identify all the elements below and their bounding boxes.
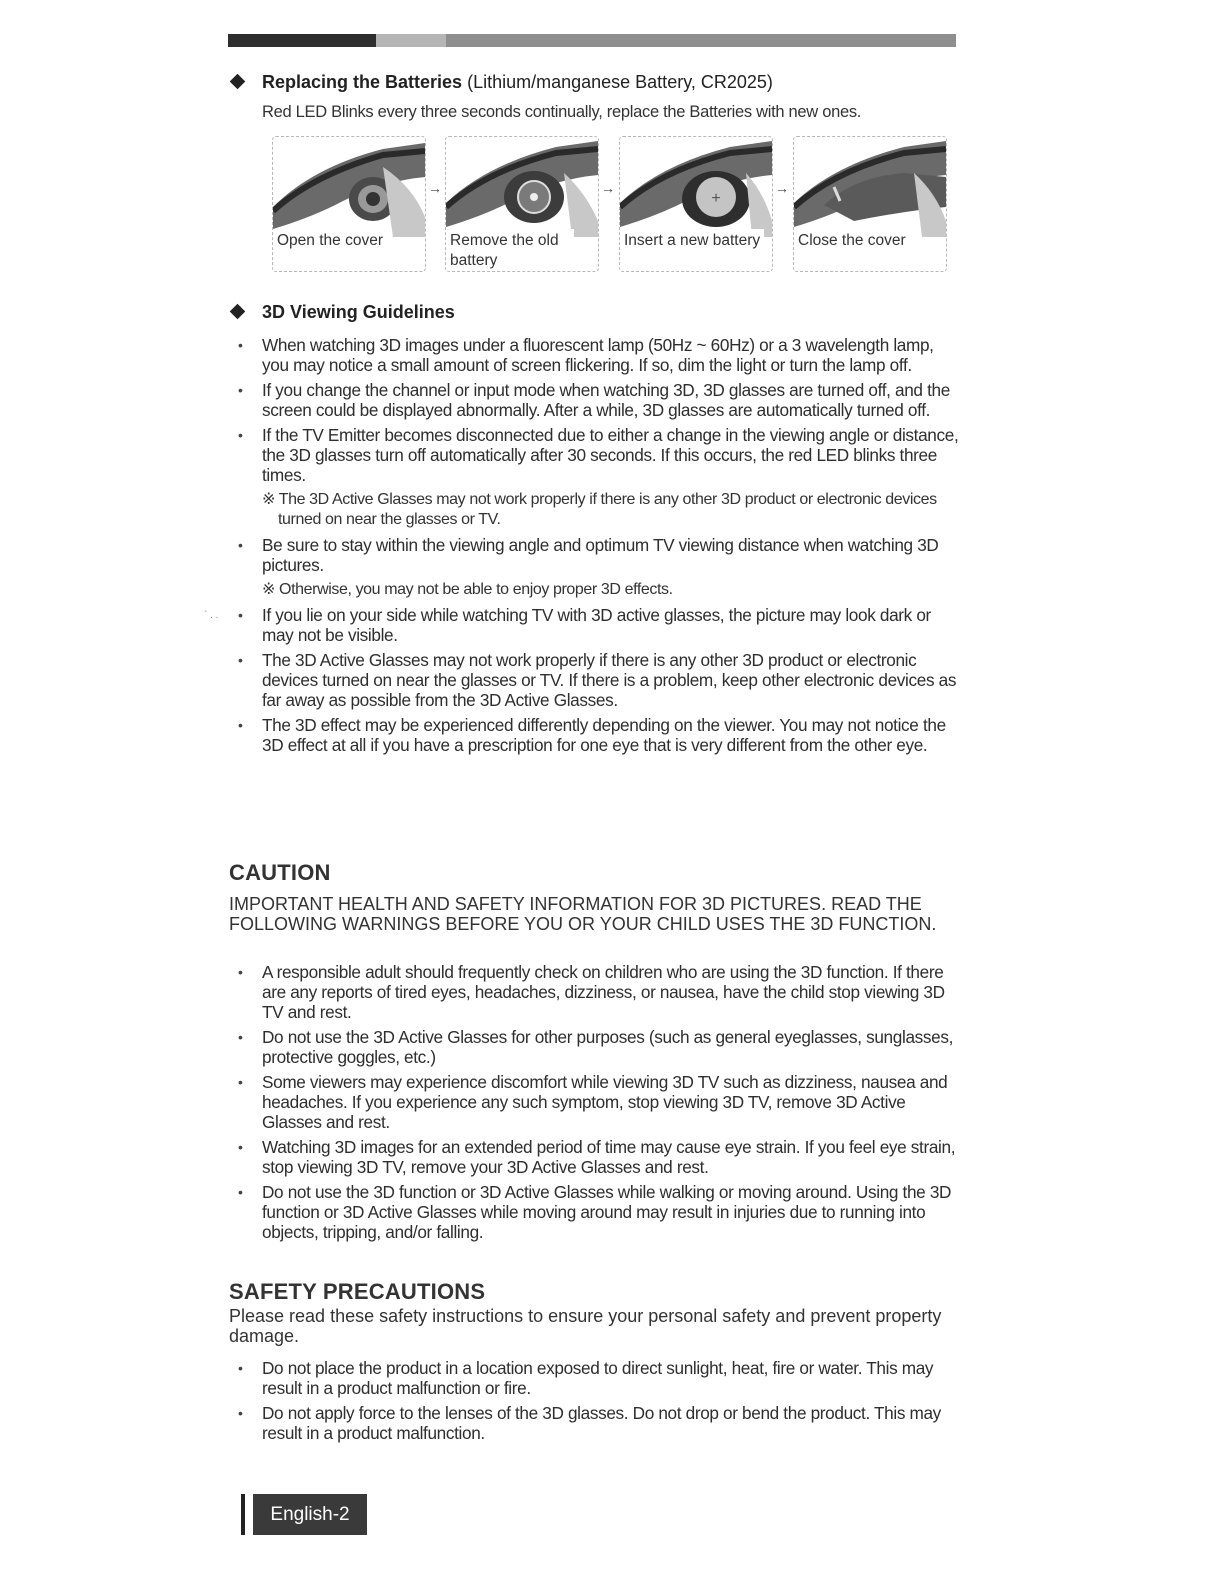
step-label: Remove the old battery: [448, 229, 574, 272]
list-item-text: A responsible adult should frequently check on children who are using the 3D function. If there are any reports of tired eyes, headaches, dizziness, or nausea, have the child stop viewing 3D TV and rest.: [262, 962, 945, 1022]
guidelines-note: [236, 490, 960, 530]
list-item: [236, 1027, 960, 1067]
bullet-icon: •: [238, 427, 243, 443]
batteries-title: Replacing the Batteries: [262, 72, 463, 92]
list-item-text: Do not place the product in a location exposed to direct sunlight, heat, fire or water. This may result in a product malfunction or fire.: [262, 1358, 934, 1398]
bullet-icon: •: [238, 1184, 243, 1200]
bullet-icon: •: [238, 1360, 243, 1376]
bullet-icon: •: [238, 652, 243, 668]
list-item: [236, 650, 960, 710]
list-item: [236, 1358, 960, 1398]
list-item: [236, 535, 960, 575]
batteries-title-suffix: (Lithium/manganese Battery, CR2025): [467, 72, 773, 92]
list-item: [236, 1182, 960, 1242]
diamond-bullet-icon: [230, 74, 246, 90]
arrow-icon: →: [428, 180, 442, 196]
guidelines-title: 3D Viewing Guidelines: [262, 302, 455, 322]
list-item: [236, 1072, 960, 1132]
caution-title: CAUTION: [229, 860, 331, 885]
step-insert-battery: [619, 136, 773, 272]
list-item: [236, 715, 960, 755]
list-item-text: Some viewers may experience discomfort while viewing 3D TV such as dizziness, nausea and headaches. If you experience any such symptom, stop viewing 3D TV, remove 3D Active Glasses and rest.: [262, 1072, 948, 1132]
list-item-text: If the TV Emitter becomes disconnected due to either a change in the viewing angle or distance, the 3D glasses turn off automatically after 30 seconds. If this occurs, the red LED blinks three times.: [262, 425, 959, 485]
bullet-icon: •: [238, 1405, 243, 1421]
step-close-cover: [793, 136, 947, 272]
bullet-icon: •: [238, 337, 243, 353]
list-item-text: The 3D effect may be experienced differently depending on the viewer. You may not notice the 3D effect at all if you have a prescription for one eye that is very different from the other eye.: [262, 715, 946, 755]
bullet-icon: •: [238, 964, 243, 980]
caution-list: [236, 962, 960, 1247]
step-label: Open the cover: [275, 229, 387, 253]
bullet-icon: •: [238, 1074, 243, 1090]
step-remove-battery: [445, 136, 599, 272]
note-text: ※ The 3D Active Glasses may not work properly if there is any other 3D product or electronic devices turned on near the glasses or TV.: [262, 491, 937, 528]
safety-title: SAFETY PRECAUTIONS: [229, 1279, 486, 1304]
list-item-text: The 3D Active Glasses may not work properly if there is any other 3D product or electronic devices turned on near the glasses or TV. If there is a problem, keep other electronic devices as far away as possible from the 3D Active Glasses.: [262, 650, 957, 710]
footer-rule: [241, 1494, 245, 1535]
list-item: [236, 425, 960, 485]
step-label: Insert a new battery: [622, 229, 764, 253]
list-item: [236, 335, 960, 375]
list-item: [236, 380, 960, 420]
diamond-bullet-icon: [230, 304, 246, 320]
header-rule: [228, 34, 956, 47]
header-rule-dark-segment: [228, 34, 376, 47]
safety-list: [236, 1358, 960, 1448]
list-item: [236, 1137, 960, 1177]
arrow-icon: →: [601, 180, 615, 196]
scan-artifact: ` . .: [204, 610, 219, 621]
list-item-text: If you lie on your side while watching TV with 3D active glasses, the picture may look dark or may not be visible.: [262, 605, 931, 645]
guidelines-note: [236, 580, 960, 600]
list-item-text: Do not use the 3D function or 3D Active Glasses while walking or moving around. Using the 3D function or 3D Active Glasses while moving around may result in injuries due to running into objects, tripping, and/or falling.: [262, 1182, 952, 1242]
bullet-icon: •: [238, 717, 243, 733]
list-item: [236, 1403, 960, 1443]
list-item-text: Watching 3D images for an extended period of time may cause eye strain. If you feel eye strain, stop viewing 3D TV, remove your 3D Active Glasses and rest.: [262, 1137, 956, 1177]
list-item-text: If you change the channel or input mode when watching 3D, 3D glasses are turned off, and the screen could be displayed abnormally. After a while, 3D glasses are automatically turned off.: [262, 380, 950, 420]
batteries-heading: [262, 72, 773, 93]
header-rule-light-segment: [376, 34, 446, 47]
arrow-icon: →: [775, 180, 789, 196]
batteries-note: Red LED Blinks every three seconds continually, replace the Batteries with new ones.: [262, 103, 862, 121]
list-item-text: Be sure to stay within the viewing angle and optimum TV viewing distance when watching 3D pictures.: [262, 535, 939, 575]
safety-intro: Please read these safety instructions to ensure your personal safety and prevent property damage.: [229, 1306, 942, 1346]
bullet-icon: •: [238, 382, 243, 398]
caution-intro: IMPORTANT HEALTH AND SAFETY INFORMATION FOR 3D PICTURES. READ THE FOLLOWING WARNINGS BEFORE YOU OR YOUR CHILD USES THE 3D FUNCTION.: [229, 894, 937, 934]
list-item: [236, 962, 960, 1022]
step-label: Close the cover: [796, 229, 910, 253]
bullet-icon: •: [238, 1029, 243, 1045]
bullet-icon: •: [238, 607, 243, 623]
list-item-text: Do not apply force to the lenses of the 3D glasses. Do not drop or bend the product. This may result in a product malfunction.: [262, 1403, 941, 1443]
page-number-label: English-2: [253, 1494, 367, 1535]
guidelines-heading: [262, 302, 455, 323]
svg-text:+: +: [711, 190, 721, 207]
bullet-icon: •: [238, 1139, 243, 1155]
bullet-icon: •: [238, 537, 243, 553]
note-text: ※ Otherwise, you may not be able to enjoy proper 3D effects.: [262, 581, 673, 598]
list-item-text: Do not use the 3D Active Glasses for other purposes (such as general eyeglasses, sunglasses, protective goggles, etc.): [262, 1027, 954, 1067]
step-open-cover: [272, 136, 426, 272]
guidelines-list: [236, 335, 960, 760]
list-item-text: When watching 3D images under a fluorescent lamp (50Hz ~ 60Hz) or a 3 wavelength lamp, you may notice a small amount of screen flickering. If so, dim the light or turn the lamp off.: [262, 335, 934, 375]
list-item: [236, 605, 960, 645]
